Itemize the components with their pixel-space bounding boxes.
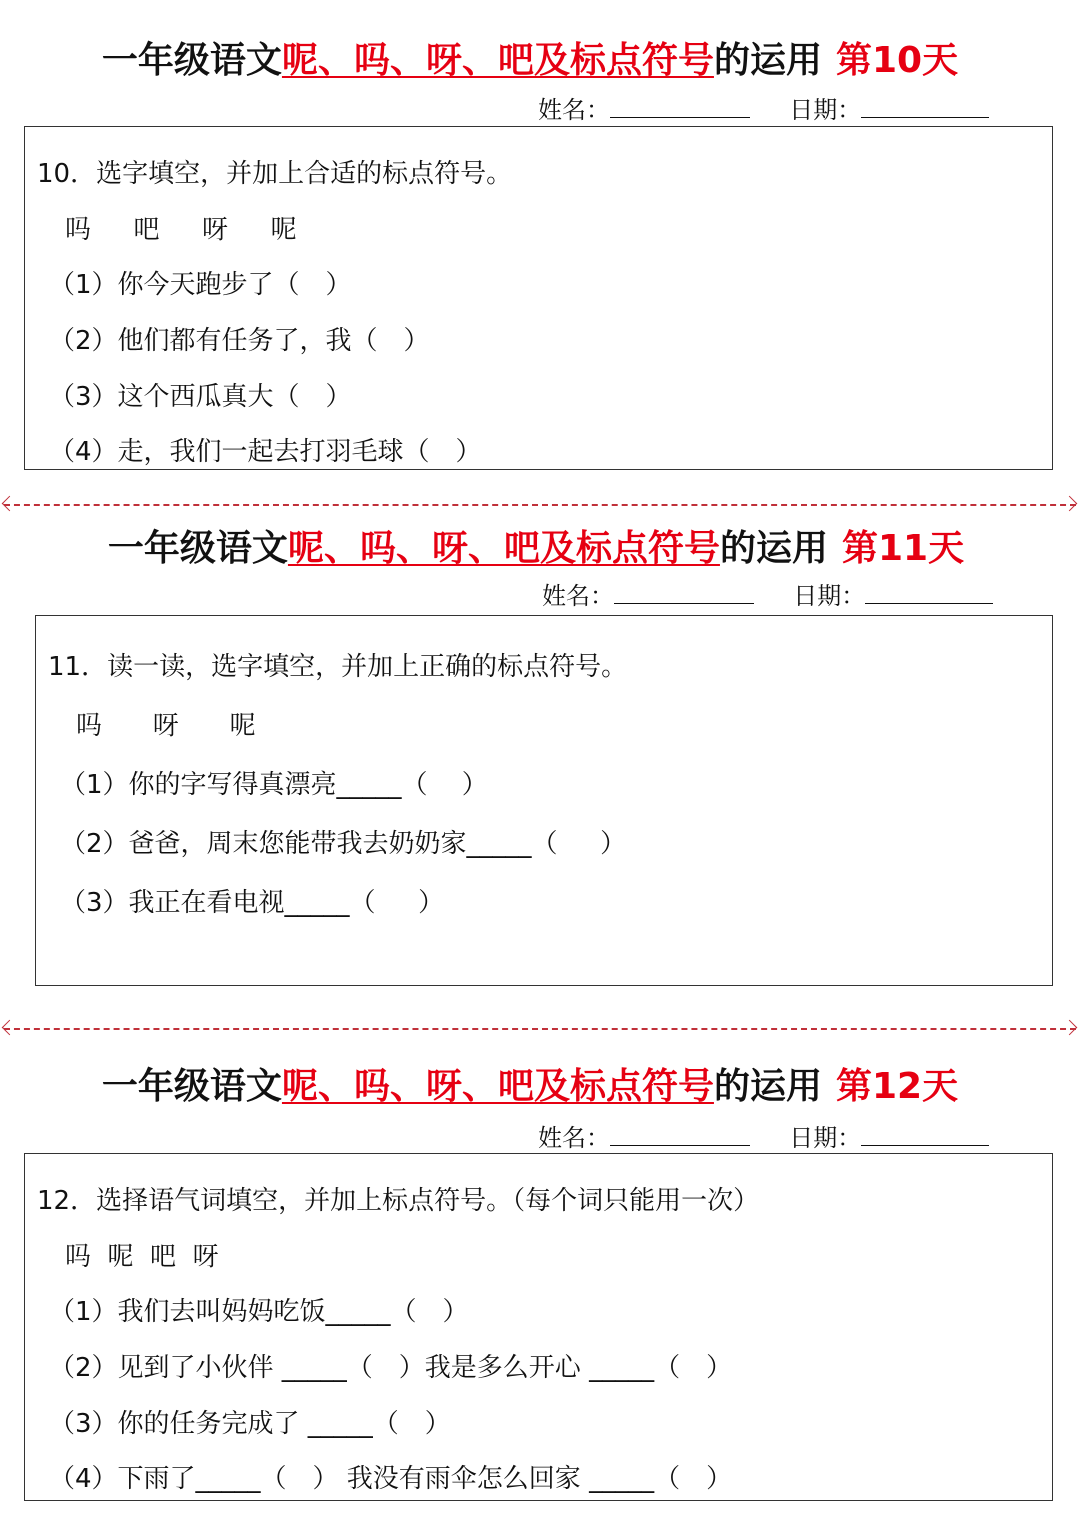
- section-2-meta: [542, 576, 993, 611]
- date-label: 日期：: [789, 96, 862, 124]
- exercise-item: （2）他们都有任务了，我（ ）: [49, 326, 430, 356]
- arrow-left-icon: [2, 496, 18, 512]
- arrow-right-icon: [1062, 1020, 1078, 1036]
- title-suffix: 的运用: [713, 40, 822, 81]
- title-day: 第12天: [835, 1066, 959, 1107]
- exercise-item: （1）我们去叫妈妈吃饭_____（ ）: [49, 1297, 469, 1327]
- section-3-box: [24, 1153, 1053, 1501]
- title-highlight: 呢、吗、呀、吧及标点符号: [281, 40, 714, 81]
- title-prefix: 一年级语文: [101, 1066, 282, 1107]
- section-1-title: [0, 32, 1060, 83]
- title-prefix: 一年级语文: [107, 528, 288, 569]
- exercise-item: （4）下雨了_____（ ） 我没有雨伞怎么回家 _____（ ）: [49, 1464, 733, 1494]
- name-label: 姓名：: [542, 582, 614, 610]
- title-prefix: 一年级语文: [101, 40, 282, 81]
- question-text: 12．选择语气词填空，并加上标点符号。（每个词只能用一次）: [37, 1186, 760, 1216]
- arrow-left-icon: [2, 1020, 18, 1036]
- title-highlight: 呢、吗、呀、吧及标点符号: [287, 528, 720, 569]
- exercise-item: （1）你今天跑步了（ ）: [49, 270, 352, 300]
- exercise-item: （3）你的任务完成了 _____（ ）: [49, 1409, 451, 1439]
- section-2-title: [6, 520, 1066, 571]
- name-blank[interactable]: [614, 581, 754, 604]
- title-suffix: 的运用: [719, 528, 828, 569]
- section-3-meta: [538, 1118, 989, 1153]
- question-text: 11．读一读，选字填空，并加上正确的标点符号。: [48, 652, 628, 682]
- exercise-item: （4）走，我们一起去打羽毛球（ ）: [49, 437, 482, 467]
- exercise-item: （2）见到了小伙伴 _____（ ）我是多么开心 _____（ ）: [49, 1353, 733, 1383]
- name-label: 姓名：: [538, 1124, 610, 1152]
- date-blank[interactable]: [865, 581, 993, 604]
- title-suffix: 的运用: [713, 1066, 822, 1107]
- question-text: 10．选字填空，并加上合适的标点符号。: [37, 159, 513, 189]
- name-blank[interactable]: [610, 95, 750, 118]
- date-blank[interactable]: [861, 1123, 989, 1146]
- date-label: 日期：: [793, 582, 866, 610]
- word-choices: 吗 呀 呢: [76, 711, 256, 741]
- date-blank[interactable]: [861, 95, 989, 118]
- section-2-box: [35, 615, 1053, 986]
- exercise-item: （3）这个西瓜真大（ ）: [49, 382, 352, 412]
- date-label: 日期：: [789, 1124, 862, 1152]
- title-day: 第10天: [835, 40, 959, 81]
- exercise-item: （2）爸爸，周末您能带我去奶奶家_____（ ）: [60, 829, 627, 859]
- title-highlight: 呢、吗、呀、吧及标点符号: [281, 1066, 714, 1107]
- section-3-title: [0, 1058, 1060, 1109]
- name-label: 姓名：: [538, 96, 610, 124]
- exercise-item: （3）我正在看电视_____（ ）: [60, 888, 445, 918]
- section-1-meta: [538, 90, 989, 125]
- dashed-divider: [4, 1028, 1076, 1030]
- arrow-right-icon: [1062, 496, 1078, 512]
- word-choices: 吗 吧 呀 呢: [65, 215, 297, 245]
- title-day: 第11天: [841, 528, 965, 569]
- section-1-box: [24, 126, 1053, 470]
- word-choices: 吗 呢 吧 呀: [65, 1242, 219, 1272]
- name-blank[interactable]: [610, 1123, 750, 1146]
- dashed-divider: [4, 504, 1076, 506]
- exercise-item: （1）你的字写得真漂亮_____（ ）: [60, 770, 488, 800]
